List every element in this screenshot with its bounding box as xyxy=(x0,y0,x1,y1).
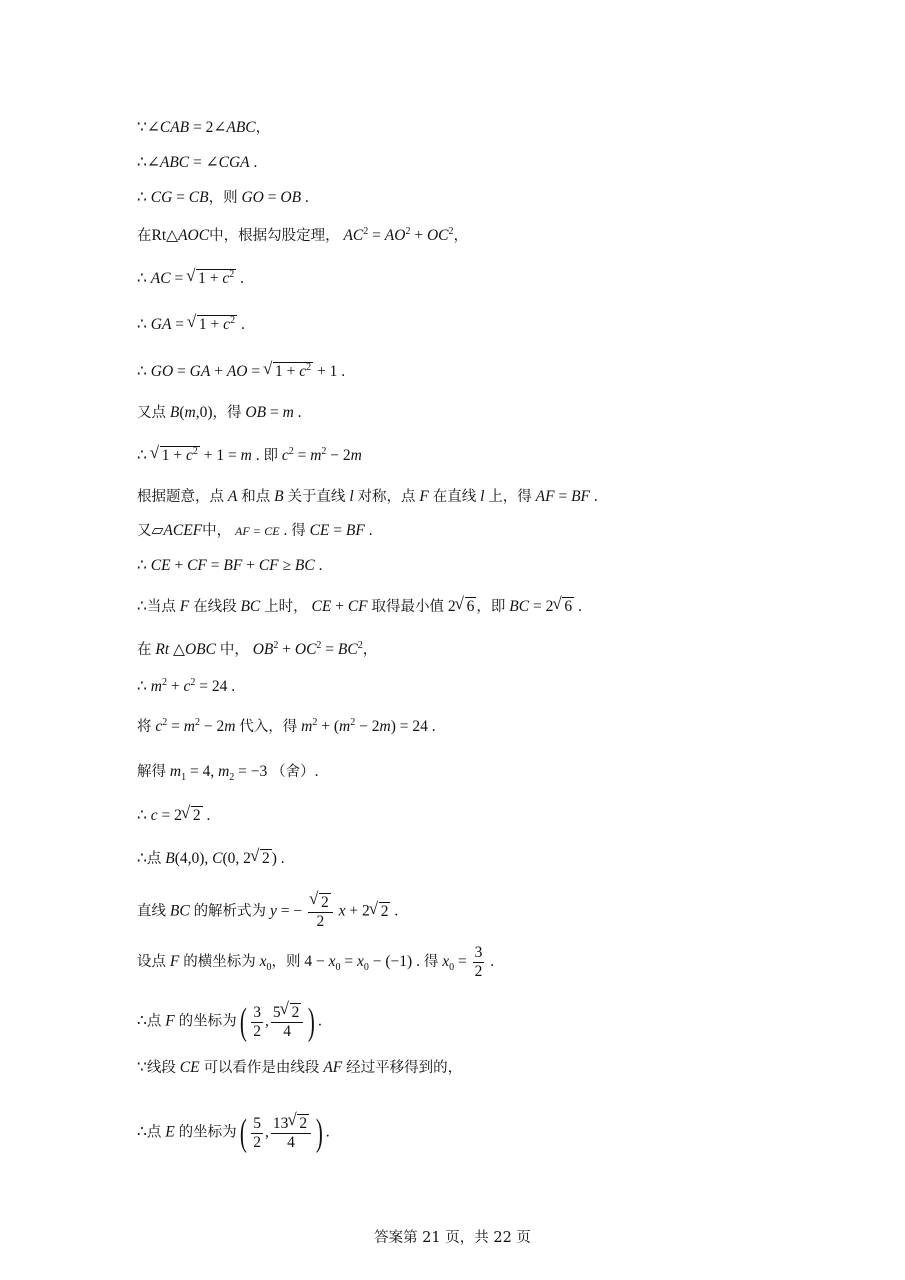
step-points-bc: ∴点 B(4,0), C(0, 2 √ 2 ) . xyxy=(137,849,285,869)
step-minimum: ∴当点 F 在线段 BC 上时， CE + CF 取得最小值 2 √ 6 ，即 BC = 2 √ 6 . xyxy=(137,597,582,617)
step-c-squared: ∴ √ $1 + c^2 + 1 = m$ . 即 $c^2 = m^2 - 2m$ xyxy=(137,446,362,466)
page-footer: 答案第 21 页，共 22 页 xyxy=(374,1230,531,1246)
step-inequality: ∴ CE + CF = BF + CF ≥ BC . xyxy=(137,557,323,574)
step-sum-24: ∴ $m^2 + c^2 = 24$ . xyxy=(137,676,236,695)
step-point-e: ∴点 E 的坐标为( $\frac{5}{2}$ , $\frac{13 √ 2}{4}$ ) . xyxy=(137,1114,330,1152)
step-angle-abc: ∴∠ABC = ∠CGA . xyxy=(137,154,258,171)
step-obc: 在 Rt △OBC 中， $OB^2 + OC^2 = BC^2$， xyxy=(137,639,378,658)
step-parallelogram: 又▱ACEF中， AF = CE . 得 CE = BF . xyxy=(137,522,373,539)
step-symmetry: 根据题意，点 A 和点 B 关于直线 l 对称，点 F 在直线 l 上，得 AF = BF . xyxy=(137,488,598,505)
step-substitute: 将 $c^2 = m^2 - 2m$ 代入，得 $m^2 + (m^2 - 2m) = 24$ . xyxy=(137,716,436,735)
step-angle-cab: ∵∠CAB = 2∠ABC， xyxy=(137,119,271,136)
step-ga: ∴ GA = √ $1 + c^2$ . xyxy=(137,315,245,335)
step-ac: ∴ AC = √ $1 + c^2$ . xyxy=(137,269,244,289)
step-go: ∴ GO = GA + AO = √ $1 + c^2 + 1$ . xyxy=(137,362,345,382)
step-cg-cb: ∴ CG = CB，则 GO = OB . xyxy=(137,189,309,206)
step-pythagoras: 在Rt△AOC中，根据勾股定理， $AC^2 = AO^2 + OC^2$， xyxy=(137,225,468,244)
step-translation: ∵线段 CE 可以看作是由线段 AF 经过平移得到的， xyxy=(137,1059,463,1076)
step-solve-m: 解得 $m_1 = 4$, $m_2 = -3$ （舍）. xyxy=(137,763,319,784)
step-x0: 设点 F 的横坐标为 $x_0$，则 $4 - x_0 = x_0 - (-1)$ . 得 $x_0$ = $\frac{3}{2}$ . xyxy=(137,944,495,980)
step-c-value: ∴ c = 2 √ 2 . xyxy=(137,806,210,826)
step-line-bc: 直线 BC 的解析式为 y = − √ $\frac{2}{2}$ x + 2 √ 2 . xyxy=(137,893,398,931)
step-point-b: 又点 B(m,0)，得 OB = m . xyxy=(137,404,302,421)
step-point-f: ∴点 F 的坐标为( $\frac{3}{2}$ , $\frac{5 √ 2}{4}$ ) . xyxy=(137,1003,322,1041)
